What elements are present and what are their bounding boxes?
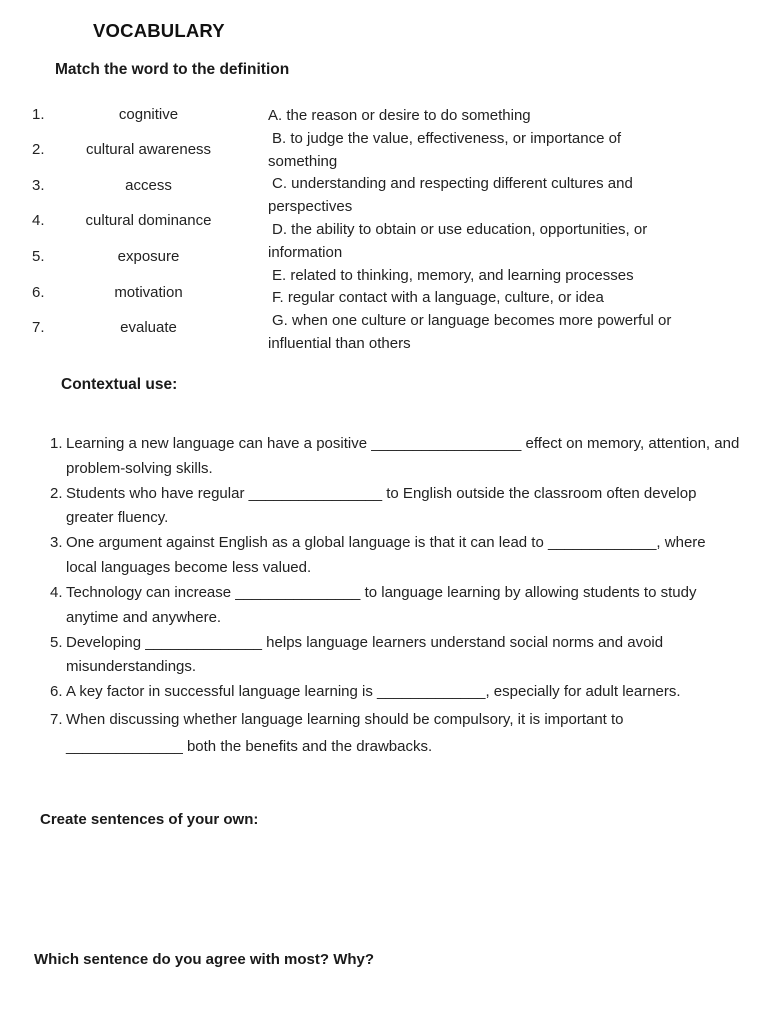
vocab-number: 5. <box>32 248 45 265</box>
definition-line: information <box>268 243 343 261</box>
definition-line: D. the ability to obtain or use education, opportunities, or <box>272 220 648 238</box>
list-item <box>50 680 740 705</box>
vocab-word: motivation <box>114 284 183 301</box>
vocab-word: evaluate <box>120 319 177 336</box>
definition-line: influential than others <box>268 334 411 352</box>
vocab-number: 2. <box>32 141 45 158</box>
item-number: 6. <box>50 683 63 701</box>
item-number: 7. <box>50 710 63 728</box>
list-item <box>50 706 740 760</box>
list-item <box>50 581 740 630</box>
definition-line: F. regular contact with a language, culture, or idea <box>272 289 604 307</box>
item-number: 3. <box>50 534 63 552</box>
item-text: A key factor in successful language learning is _____________, especially for adult learners. <box>66 683 681 701</box>
list-item <box>50 482 740 531</box>
list-item <box>50 631 740 680</box>
item-text: Students who have regular ________________ to English outside the classroom often develop greater fluency. <box>66 484 697 527</box>
vocab-number: 1. <box>32 106 45 123</box>
vocab-number: 6. <box>32 284 45 301</box>
definition-line: A. the reason or desire to do something <box>268 107 531 124</box>
definition-line: E. related to thinking, memory, and learning processes <box>272 266 634 284</box>
definition-line: perspectives <box>268 198 353 216</box>
item-number: 5. <box>50 633 63 651</box>
definitions-list <box>268 105 738 356</box>
list-item <box>50 432 740 481</box>
item-number: 2. <box>50 484 63 502</box>
vocab-word: cultural awareness <box>85 141 212 158</box>
item-text: Learning a new language can have a positive __________________ effect on memory, attention, and problem-solving skills. <box>66 435 740 477</box>
definition-line: C. understanding and respecting different cultures and <box>272 175 633 193</box>
vocab-number: 7. <box>32 319 45 336</box>
vocab-word: cognitive <box>118 106 179 123</box>
item-number: 4. <box>50 584 63 602</box>
item-text: Technology can increase _______________ to language learning by allowing students to study anytime and anywhere. <box>66 584 697 626</box>
vocab-word: exposure <box>117 248 180 265</box>
definition-line: G. when one culture or language becomes more powerful or <box>272 312 672 330</box>
agree-heading: Which sentence do you agree with most? Why? <box>34 951 375 968</box>
list-item <box>50 531 740 580</box>
match-heading: Match the word to the definition <box>55 61 290 78</box>
vocab-word: access <box>125 177 172 194</box>
page-title: VOCABULARY <box>93 20 225 41</box>
vocab-number: 4. <box>32 212 45 229</box>
item-text: One argument against English as a global language is that it can lead to _____________, where local languages become less valued. <box>66 534 706 576</box>
item-text: When discussing whether language learning should be compulsory, it is important to ______________ both the benefits and the drawbacks. <box>66 710 624 755</box>
contextual-heading: Contextual use: <box>61 376 178 393</box>
item-text: Developing ______________ helps language learners understand social norms and avoid misunderstandings. <box>66 633 664 676</box>
definition-line: something <box>268 152 338 170</box>
vocab-number: 3. <box>32 177 45 194</box>
create-heading: Create sentences of your own: <box>40 811 259 828</box>
item-number: 1. <box>50 435 63 452</box>
definition-line: B. to judge the value, effectiveness, or importance of <box>272 129 622 147</box>
contextual-list <box>50 432 740 760</box>
vocab-word: cultural dominance <box>85 212 212 229</box>
